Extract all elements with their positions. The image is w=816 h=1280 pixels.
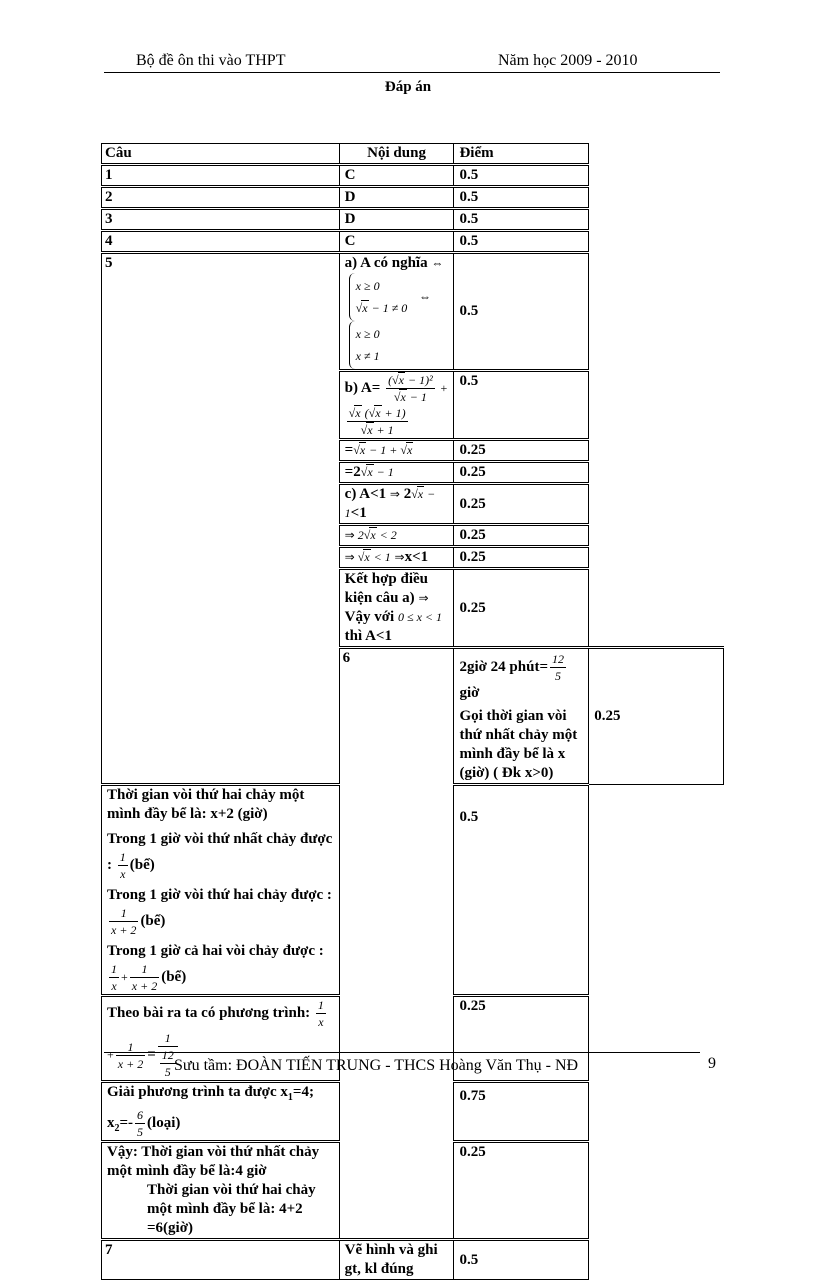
footer-divider xyxy=(104,1052,700,1053)
q6-setup xyxy=(454,648,589,785)
q5-step: ⇒ √x < 1 ⇒x<1 xyxy=(339,547,454,569)
q5-part-c: c) A<1 ⇒ 2√x − 1<1 xyxy=(339,484,454,525)
q5-conclusion: Kết hợp điều kiện câu a) ⇒ Vậy với 0 ≤ x < 1 thì A<1 xyxy=(339,569,454,648)
q5-step: =2√x − 1 xyxy=(339,462,454,484)
row-score: 0.5 xyxy=(454,371,589,440)
table-header-row xyxy=(102,144,724,165)
q6-solve-a: Giải phương trình ta được x xyxy=(107,1084,288,1100)
q5-s4-prefix: =2 xyxy=(344,464,361,480)
q6-solve-d: (loại) xyxy=(147,1114,181,1131)
row-score: 0.25 xyxy=(454,996,589,1082)
q6-solution: Giải phương trình ta được $x_1=4$; $x_2=-$ $\frac{6}{5}$ (loại) xyxy=(102,1082,340,1142)
q6-t1-b: giờ xyxy=(459,685,480,701)
fraction: $\frac{6}{5}$ xyxy=(137,1108,144,1139)
fraction: $\frac{1}{x + 2}$ xyxy=(117,1039,144,1071)
header-right: Năm học 2009 - 2010 xyxy=(498,52,638,69)
q6-rates: Thời gian vòi thứ hai chảy một mình đầy bể là: x+2 (giờ) Trong 1 giờ vòi thứ nhất chảy được : $\frac{1}{x}$ (bể) Trong 1 giờ vòi thứ hai chảy được : $\frac{1}{x + 2}$ (bể) Trong 1 giờ cả hai vòi chảy được : $\frac{1}{x}$ + $\frac{1}{x + 2}$ (bể) xyxy=(102,785,340,996)
row-content: C xyxy=(339,231,454,253)
q6-eq-label: Theo bài ra ta có phương trình: xyxy=(107,1004,311,1021)
q5-a-label: a) A có nghĩa xyxy=(344,255,428,271)
q5-s7-tail: x<1 xyxy=(404,549,429,565)
row-score: 0.25 xyxy=(454,462,589,484)
row-question: 2 xyxy=(102,187,340,209)
row-score: 0.5 xyxy=(454,209,589,231)
row-score: 0.5 xyxy=(454,187,589,209)
unit-label: (bể) xyxy=(129,856,155,873)
fraction: $\frac{1}{x + 2}$ xyxy=(131,962,158,993)
q6-solve-b: =4; x xyxy=(107,1084,314,1131)
fraction: $\frac{\text{(√x − 1)²}}{√x - 1}$ xyxy=(388,373,433,404)
row-question: 1 xyxy=(102,165,340,187)
footer-text: Sưu tầm: ĐOÀN TIẾN TRUNG - THCS Hoàng Văn Thụ - NĐ xyxy=(174,1057,579,1074)
fraction: $\frac{1}{x}$ xyxy=(119,850,126,881)
q6-c1: Vậy: Thời gian vòi thứ nhất chảy một mình đầy bể là:4 giờ xyxy=(107,1144,320,1179)
q6-l1: Thời gian vòi thứ hai chảy một mình đầy bể là: x+2 (giờ) xyxy=(107,787,305,822)
table-row xyxy=(102,253,724,371)
table-row xyxy=(102,165,724,187)
row-question: 3 xyxy=(102,209,340,231)
row-score: 0.5 xyxy=(454,1240,589,1280)
q5-part-a: a) A có nghĩa ⇔ x ≥ 0 √x − 1 ≠ 0 ⇔ x ≥ 0 x ≠ 1 xyxy=(339,253,454,371)
header-divider xyxy=(104,72,720,73)
col-header-score: Điểm xyxy=(454,144,589,165)
q6-c2: Thời gian vòi thứ hai chảy một mình đầy bể là: 4+2 =6(giờ) xyxy=(147,1182,316,1236)
fraction: $\frac{1}{x + 2}$ xyxy=(111,906,137,937)
row-score: 0.25 xyxy=(454,484,589,525)
fraction: 1 12 5 xyxy=(158,1030,178,1080)
unit-label: (bể) xyxy=(140,912,166,929)
answer-table xyxy=(101,143,724,1280)
condition-system-1: x ≥ 0 √x − 1 ≠ 0 xyxy=(349,273,412,321)
fraction: $\frac{√x (√x + 1)}{√x + 1}$ xyxy=(348,406,406,437)
page-title: Đáp án xyxy=(384,79,432,95)
row-question: 4 xyxy=(102,231,340,253)
q6-equation: Theo bài ra ta có phương trình: $\frac{1}{x}$ + $\frac{1}{x + 2}$ = 1 12 5 xyxy=(102,996,340,1082)
table-row xyxy=(102,187,724,209)
q5-step: =√x − 1 + √x xyxy=(339,440,454,462)
q5-conclude-c: thì A<1 xyxy=(344,628,392,644)
row-score: 0.75 xyxy=(454,1082,589,1142)
row-score: 0.25 xyxy=(454,440,589,462)
row-score: 0.5 xyxy=(454,231,589,253)
q6-conclusion xyxy=(102,1142,340,1240)
row-score: 0.25 xyxy=(454,525,589,547)
q6-t2: Gọi thời gian vòi thứ nhất chảy một mình đầy bể là x (giờ) ( Đk x>0) xyxy=(459,708,578,781)
page-number: 9 xyxy=(708,1055,716,1072)
row-score: 0.25 xyxy=(454,547,589,569)
row-score: 0.25 xyxy=(589,648,724,785)
row-question: 5 xyxy=(102,253,340,785)
q6-solve-c: =- xyxy=(119,1114,134,1131)
q6-l2: Trong 1 giờ vòi thứ nhất chảy được : xyxy=(107,831,333,873)
q5-step: ⇒ 2√x < 2 xyxy=(339,525,454,547)
header-left: Bộ đề ôn thi vào THPT xyxy=(136,52,286,69)
row-score: 0.25 xyxy=(454,1142,589,1240)
row-question: 7 xyxy=(102,1240,340,1280)
condition-system-2: x ≥ 0 x ≠ 1 xyxy=(349,321,384,369)
q5-conclude-b: Vậy với xyxy=(344,609,395,625)
row-score: 0.5 xyxy=(454,165,589,187)
q5-b-label: b) A= xyxy=(344,379,381,396)
row-content: D xyxy=(339,209,454,231)
table-row xyxy=(102,231,724,253)
fraction: $\frac{1}{x}$ xyxy=(111,962,117,993)
q5-part-b: b) A= $\frac{\text{(√x − 1)²}}{√x - 1}$ + $\frac{√x (√x + 1)}{√x + 1}$ xyxy=(339,371,454,440)
q5-conclude-a: Kết hợp điều kiện câu a) xyxy=(344,571,428,606)
fraction: $\frac{12}{5}$ xyxy=(552,652,564,683)
q5-c-tail: <1 xyxy=(350,505,367,521)
row-score: 0.5 xyxy=(454,785,589,996)
fraction: $\frac{1}{x}$ xyxy=(317,998,324,1029)
q6-l4: Trong 1 giờ cả hai vòi chảy được : xyxy=(107,943,324,959)
unit-label: (bể) xyxy=(161,968,187,985)
q6-l3: Trong 1 giờ vòi thứ hai chảy được : xyxy=(107,887,332,903)
col-header-question: Câu xyxy=(102,144,340,165)
row-score: 0.5 xyxy=(454,253,589,371)
row-content: D xyxy=(339,187,454,209)
row-score: 0.25 xyxy=(454,569,589,648)
q6-t1-a: 2giờ 24 phút= xyxy=(459,658,548,675)
table-row xyxy=(102,209,724,231)
row-content: Vẽ hình và ghi gt, kl đúng xyxy=(339,1240,454,1280)
col-header-content: Nội dung xyxy=(339,144,454,165)
table-row xyxy=(102,1240,724,1280)
q5-c-label: c) A<1 xyxy=(344,486,387,502)
row-content: C xyxy=(339,165,454,187)
row-question: 6 xyxy=(339,648,454,1240)
